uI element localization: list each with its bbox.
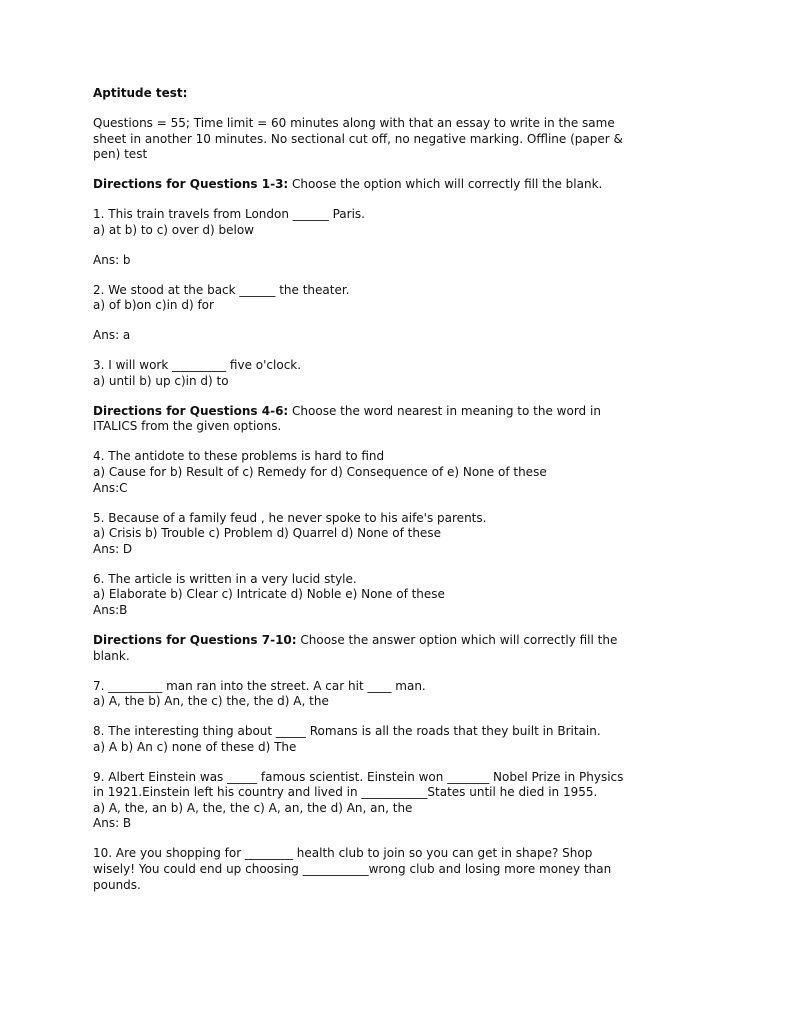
directions-line <box>93 404 693 420</box>
directions-line <box>93 633 693 649</box>
text-line: 5. Because of a family feud , he never spoke to his aife's parents. <box>93 510 487 525</box>
text-line: wisely! You could end up choosing ___________wrong club and losing more money than <box>93 862 612 877</box>
paragraph-spacer <box>93 435 693 449</box>
paragraph-spacer <box>93 389 693 403</box>
text-line: 1. This train travels from London ______ Paris. <box>93 207 365 222</box>
directions-text: Choose the option which will correctly fill the blank. <box>288 177 603 192</box>
text-line: a) A b) An c) none of these d) The <box>93 739 297 754</box>
text-line: sheet in another 10 minutes. No sectional cut off, no negative marking. Offline (paper & <box>93 131 623 146</box>
text-line: Ans: B <box>93 816 132 831</box>
text-line: Ans: a <box>93 328 131 343</box>
paragraph-spacer <box>93 496 693 510</box>
text-line: in 1921.Einstein left his country and lived in ___________States until he died in 1955. <box>93 785 598 800</box>
paragraph-spacer <box>93 664 693 678</box>
text-line: Ans: D <box>93 541 133 556</box>
paragraph-spacer <box>93 557 693 571</box>
text-line: Ans:C <box>93 480 128 495</box>
paragraph-spacer <box>93 755 693 769</box>
directions-label: Directions for Questions 1-3: <box>93 177 289 192</box>
text-line: a) Elaborate b) Clear c) Intricate d) Noble e) None of these <box>93 587 445 602</box>
text-line: 6. The article is written in a very lucid style. <box>93 571 357 586</box>
text-line: pounds. <box>93 877 141 892</box>
paragraph-spacer <box>93 832 693 846</box>
directions-text: Choose the answer option which will correctly fill the <box>296 632 618 647</box>
text-line: a) A, the b) An, the c) the, the d) A, the <box>93 694 329 709</box>
text-line: a) at b) to c) over d) below <box>93 222 254 237</box>
text-line: 9. Albert Einstein was _____ famous scientist. Einstein won _______ Nobel Prize in Physics <box>93 769 624 784</box>
paragraph-spacer <box>93 344 693 358</box>
text-line: a) of b)on c)in d) for <box>93 298 214 313</box>
paragraph-spacer <box>93 102 693 116</box>
document-heading: Aptitude test: <box>93 86 188 100</box>
paragraph-spacer <box>93 619 693 633</box>
paragraph-spacer <box>93 710 693 724</box>
text-line: 8. The interesting thing about _____ Romans is all the roads that they built in Britain. <box>93 724 601 739</box>
paragraph-spacer <box>93 268 693 282</box>
text-line: ITALICS from the given options. <box>93 419 282 434</box>
text-line: blank. <box>93 648 130 663</box>
paragraph-spacer <box>93 238 693 252</box>
text-line: a) Cause for b) Result of c) Remedy for d) Consequence of e) None of these <box>93 465 547 480</box>
text-line: 10. Are you shopping for ________ health club to join so you can get in shape? Shop <box>93 846 593 861</box>
paragraph-spacer <box>93 163 693 177</box>
text-line: a) Crisis b) Trouble c) Problem d) Quarrel d) None of these <box>93 526 441 541</box>
directions-label: Directions for Questions 4-6: <box>93 403 289 418</box>
paragraph-spacer <box>93 314 693 328</box>
text-line: pen) test <box>93 147 148 162</box>
directions-text: Choose the word nearest in meaning to the word in <box>288 403 601 418</box>
text-line: Ans: b <box>93 252 131 267</box>
text-line: 2. We stood at the back ______ the theater. <box>93 282 350 297</box>
text-line: a) A, the, an b) A, the, the c) A, an, the d) An, an, the <box>93 800 413 815</box>
text-line: Ans:B <box>93 602 128 617</box>
text-line: 3. I will work _________ five o'clock. <box>93 358 302 373</box>
document-body <box>93 86 693 893</box>
text-line: a) until b) up c)in d) to <box>93 373 229 388</box>
text-line: Questions = 55; Time limit = 60 minutes along with that an essay to write in the same <box>93 115 615 130</box>
directions-label: Directions for Questions 7-10: <box>93 632 297 647</box>
directions-line <box>93 177 693 193</box>
paragraph-spacer <box>93 193 693 207</box>
text-line: 4. The antidote to these problems is hard to find <box>93 449 385 464</box>
text-line: 7. _________ man ran into the street. A car hit ____ man. <box>93 678 426 693</box>
